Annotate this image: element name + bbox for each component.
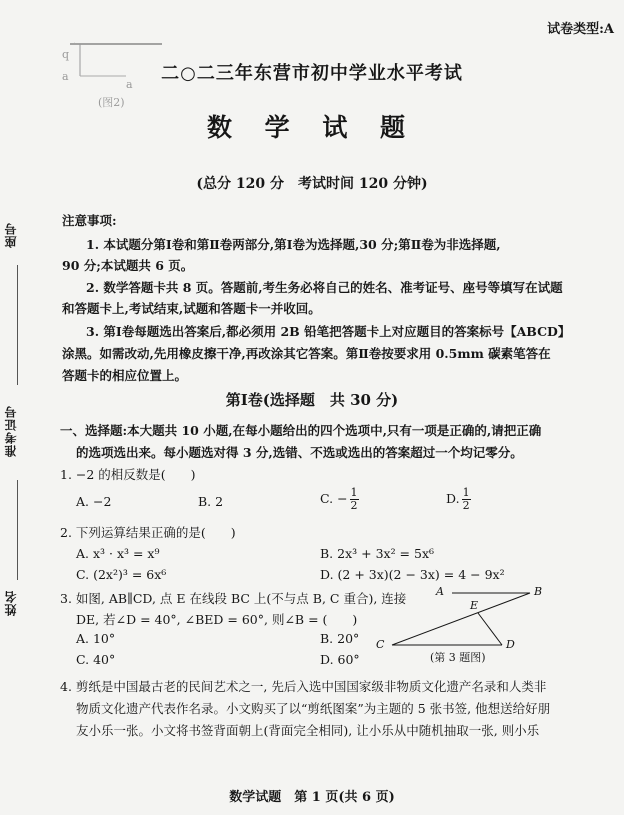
bleed-label-b: a [126, 78, 133, 91]
page-footer: 数学试题 第 1 页(共 6 页) [229, 790, 395, 805]
question-2-option-d: D. (2 + 3x)(2 − 3x) = 4 − 9x² [320, 567, 505, 582]
question-4-line: 物质文化遗产代表作名录。小文购买了以“剪纸图案”为主题的 5 张书签, 他想送给好朋 [76, 701, 551, 716]
option-d-prefix: D. [446, 491, 460, 506]
bleed-caption: (图2) [98, 96, 125, 109]
question-2-option-c: C. (2x²)³ = 6x⁶ [76, 567, 167, 582]
exam-type-label: 试卷类型:A [547, 22, 614, 37]
question-1-option-c [320, 487, 359, 512]
numerator: 1 [462, 486, 470, 499]
section-intro: 一、选择题:本大题共 10 小题,在每小题给出的四个选项中,只有一项是正确的,请把正确 [60, 423, 542, 438]
question-2-stem: 2. 下列运算结果正确的是( ) [60, 525, 236, 540]
point-d-label: D [506, 638, 515, 651]
bleed-label-a: a [62, 70, 69, 83]
denominator: 2 [462, 499, 470, 512]
question-1-option-d [446, 487, 471, 512]
fraction [462, 487, 471, 512]
question-3-stem: DE, 若∠D = 40°, ∠BED = 60°, 则∠B = ( ) [76, 612, 358, 627]
question-3-option-b: B. 20° [320, 631, 360, 646]
notes-line: 涂黑。如需改动,先用橡皮擦干净,再改涂其它答案。第Ⅱ卷按要求用 0.5mm 碳素笔答在 [62, 346, 551, 361]
question-2-option-b: B. 2x³ + 3x² = 5x⁶ [320, 546, 435, 561]
notes-line: 1. 本试题分第Ⅰ卷和第Ⅱ卷两部分,第Ⅰ卷为选择题,30 分;第Ⅱ卷为非选择题, [86, 237, 501, 252]
numerator: 1 [350, 486, 358, 499]
section-intro: 的选项选出来。每小题选对得 3 分,选错、不选或选出的答案超过一个均记零分。 [76, 445, 523, 460]
side-divider-2 [17, 480, 18, 580]
option-c-prefix: C. − [320, 491, 348, 506]
question-4-line: 友小乐一张。小文将书签背面朝上(背面完全相同), 让小乐从中随机抽取一张, 则小乐 [76, 723, 540, 738]
notes-line: 答题卡的相应位置上。 [62, 368, 188, 383]
point-b-label: B [534, 585, 543, 598]
notes-line: 2. 数学答题卡共 8 页。答题前,考生务必将自己的姓名、准考证号、座号等填写在试题 [86, 280, 563, 295]
point-c-label: C [376, 638, 385, 651]
point-a-label: A [436, 585, 444, 598]
side-label-seat: 座号 [4, 222, 18, 248]
question-3-stem: 3. 如图, AB∥CD, 点 E 在线段 BC 上(不与点 B, C 重合), 连接 [60, 591, 407, 606]
question-3-figure [370, 583, 550, 663]
fraction [350, 487, 359, 512]
question-1-option-a: A. −2 [76, 494, 112, 509]
notes-line: 和答题卡上,考试结束,试题和答题卡一并收回。 [62, 301, 321, 316]
exam-meta: (总分 120 分 考试时间 120 分钟) [196, 176, 428, 192]
question-1-option-b: B. 2 [198, 494, 224, 509]
section-title: 第Ⅰ卷(选择题 共 30 分) [225, 391, 399, 409]
subject-title: 数 学 试 题 [206, 113, 418, 142]
side-label-name: 姓名 [4, 590, 18, 616]
question-3-option-a: A. 10° [76, 631, 116, 646]
point-e-label: E [470, 599, 479, 612]
question-1-stem: 1. −2 的相反数是( ) [60, 467, 196, 482]
denominator: 2 [350, 499, 358, 512]
side-label-admission: 准考证号 [4, 405, 18, 457]
notes-line: 3. 第Ⅰ卷每题选出答案后,都必须用 2B 铅笔把答题卡上对应题目的答案标号【ABCD】 [86, 324, 571, 339]
notes-line: 90 分;本试题共 6 页。 [62, 258, 194, 273]
question-4-line: 4. 剪纸是中国最古老的民间艺术之一, 先后入选中国国家级非物质文化遗产名录和人类非 [60, 679, 547, 694]
bleed-label-q: q [62, 48, 70, 61]
side-divider-1 [17, 265, 18, 385]
figure-caption: (第 3 题图) [430, 651, 486, 664]
question-3-option-d: D. 60° [320, 652, 360, 667]
exam-title: 二○二三年东营市初中学业水平考试 [161, 63, 463, 84]
question-3-option-c: C. 40° [76, 652, 116, 667]
question-2-option-a: A. x³ · x³ = x⁹ [76, 546, 160, 561]
notes-heading: 注意事项: [62, 213, 117, 228]
